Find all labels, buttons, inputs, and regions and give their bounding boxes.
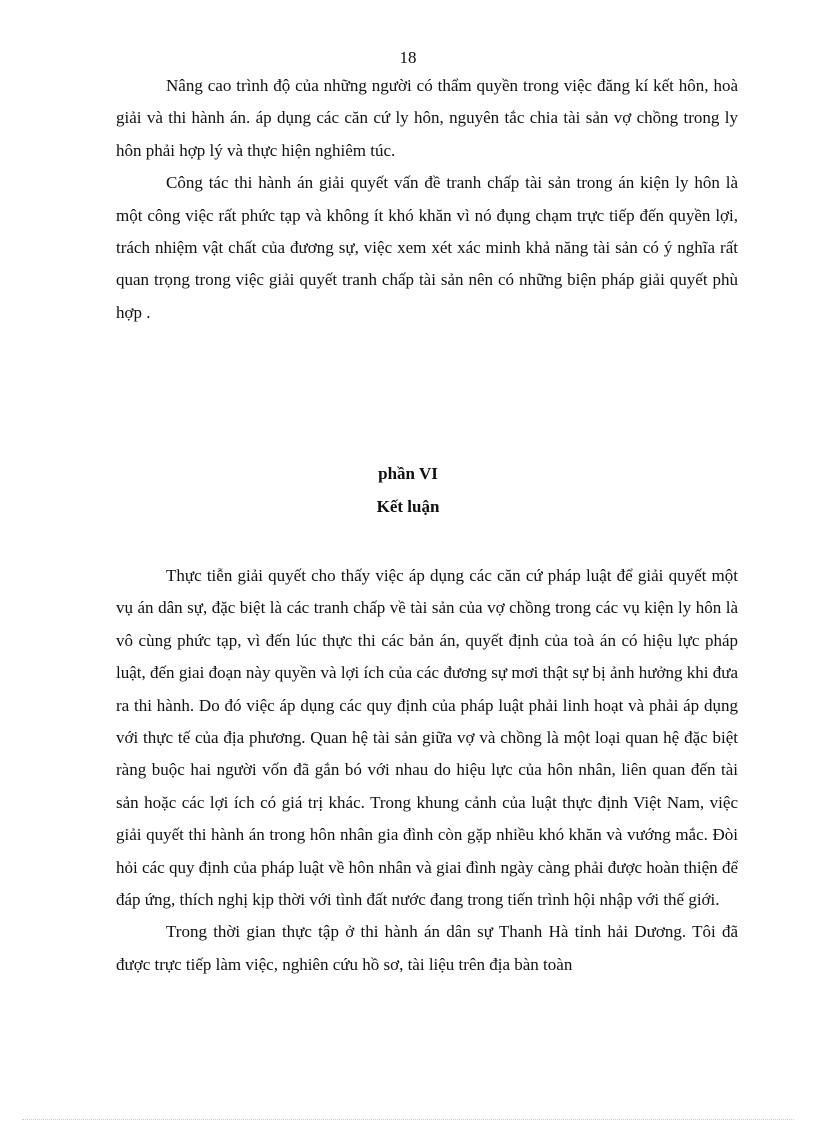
section-label: phần VI xyxy=(378,464,438,483)
page-bottom-divider xyxy=(22,1119,794,1120)
intro-text xyxy=(116,70,738,329)
paragraph: Nâng cao trình độ của những người có thẩm quyền trong việc đăng kí kết hôn, hoà giải và thi hành án. áp dụng các căn cứ ly hôn, nguyên tắc chia tài sản vợ chồng trong ly hôn phải hợp lý và thực hiện nghiêm túc. xyxy=(116,76,738,160)
paragraph: Trong thời gian thực tập ở thi hành án dân sự Thanh Hà tỉnh hải Dương. Tôi đã được trực tiếp làm việc, nghiên cứu hồ sơ, tài liệu trên địa bàn toàn xyxy=(116,922,738,974)
paragraph: Công tác thi hành án giải quyết vấn đề tranh chấp tài sản trong án kiện ly hôn là một công việc rất phức tạp và không ít khó khăn vì nó đụng chạm trực tiếp đến quyền lợi, trách nhiệm vật chất của đương sự, việc xem xét xác minh khả năng tài sản có ý nghĩa rất quan trọng trong việc giải quyết tranh chấp tài sản nên có những biện pháp giải quyết phù hợp . xyxy=(116,173,738,322)
page-number: 18 xyxy=(399,48,417,67)
conclusion-text xyxy=(116,560,738,981)
paragraph: Thực tiễn giải quyết cho thấy việc áp dụng các căn cứ pháp luật để giải quyết một vụ án dân sự, đặc biệt là các tranh chấp về tài sản của vợ chồng trong các vụ kiện ly hôn là vô cùng phức tạp, vì đến lúc thực thi các bản án, quyết định của toà án có hiệu lực pháp luật, đến giai đoạn này quyền và lợi ích của các đương sự mơi thật sự bị ảnh hưởng khi đưa ra thi hành. Do đó việc áp dụng các quy định của pháp luật phải linh hoạt và phải áp dụng với thực tế của địa phương. Quan hệ tài sản giữa vợ và chồng là một loại quan hệ đặc biệt ràng buộc hai người vốn đã gắn bó với nhau do hiệu lực của hôn nhân, liên quan đến tài sản hoặc các lợi ích có giá trị khác. Trong khung cảnh của luật thực định Việt Nam, việc giải quyết thi hành án trong hôn nhân gia đình còn gặp nhiều khó khăn và vướng mắc. Đòi hỏi các quy định của pháp luật về hôn nhân và giai đình ngày càng phải được hoàn thiện để đáp ứng, thích nghị kịp thời với tình đất nước đang trong tiến trình hội nhập với thế giới. xyxy=(116,566,738,910)
section-title: Kết luận xyxy=(376,497,440,516)
